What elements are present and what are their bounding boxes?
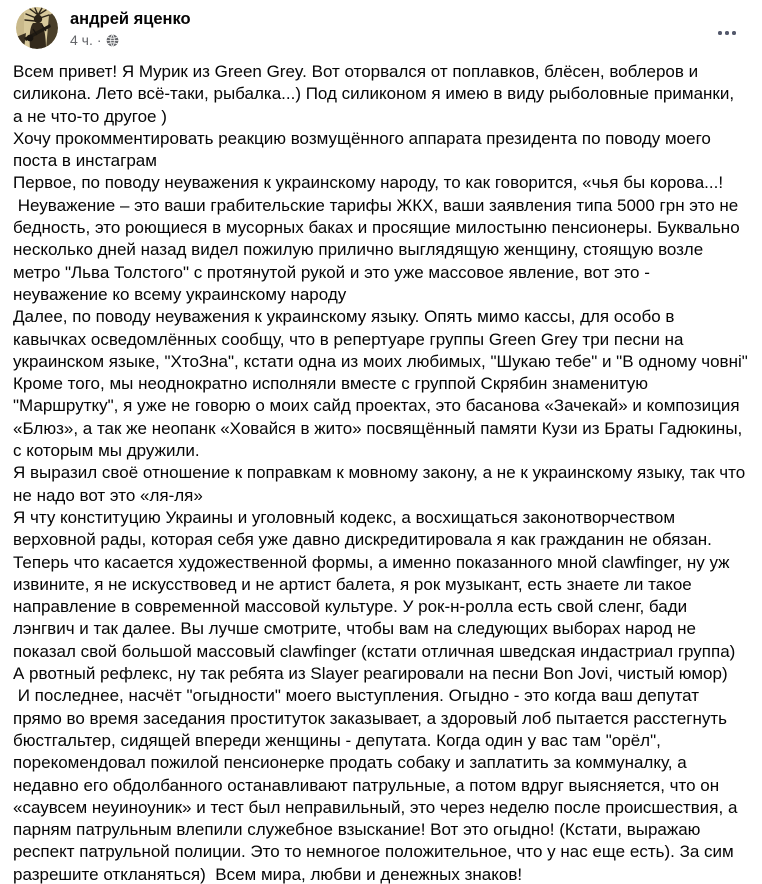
post-meta xyxy=(70,33,191,47)
post-header xyxy=(0,0,762,52)
post-paragraph: Кроме того, мы неоднократно исполняли вместе с группой Скрябин знаменитую "Маршрутку", я уже не говорю о моих сайд проектах, это басанова «Зачекай» и композиция «Блюз», а так же неопанк «Ховайся в жито» посвящённый памяти Кузи из Браты Гадюкины, с которым мы дружили. xyxy=(13,374,747,461)
post-body xyxy=(0,52,762,884)
post-paragraph: Первое, по поводу неуважения к украинскому народу, то как говорится, «чья бы корова...! xyxy=(13,173,724,193)
post-paragraph: Теперь что касается художественной формы, а именно показанного мной clawfinger, ну уж извините, я не искусствовед и не артист балета, я рок музыкант, есть знаете ли такое направление в современной массовой культуре. У рок-н-ролла есть свой сленг, бади лэнгвич и так далее. Вы лучше смотрите, чтобы вам на следующих выборах народ не показал свой большой массовый clawfinger (кстати отличная шведская индастриал группа) А рвотный рефлекс, ну так ребята из Slayer реагировали на песни Bon Jovi, чистый юмор) xyxy=(13,552,741,684)
meta-separator: · xyxy=(96,31,102,48)
avatar-photo-icon xyxy=(16,7,58,49)
post-paragraph: Я чту конституцию Украины и уголовный кодекс, а восхищаться законотворчеством верховной рады, которая себя уже давно дискредитировала я как гражданин не обязан. xyxy=(13,507,712,550)
avatar[interactable] xyxy=(16,7,58,49)
globe-icon xyxy=(106,34,119,47)
post-paragraph: И последнее, насчёт "огыдности" моего выступления. Огыдно - это когда ваш депутат прямо во время заседания проституток заказывает, а здоровый лоб пытается расстегнуть бюстгальтер, сидящей впереди женщины - депутата. Когда один у вас там "орёл", порекомендовал пожилой пенсионерке продать собаку и заплатить за коммуналку, а недавно его обдолбанного останавливают патрульные, а потом вдруг выясняется, что он «саувсем неуиноуник» и тест был неправильный, это через неделю после происшествия, а парням патрульным влепили служебное взыскание! Вот это огыдно! (Кстати, выражаю респект патрульной полиции. Это то немногое положительное, что у нас еще есть). За сим разрешите откланяться) Всем мира, любви и денежных знаков! xyxy=(13,686,743,884)
ellipsis-icon xyxy=(725,31,729,35)
post-paragraph: Неуважение – это ваши грабительские тарифы ЖКХ, ваши заявления типа 5000 грн это не бедность, это роющиеся в мусорных баках и просящие милостыню пенсионеры. Буквально несколько дней назад видел пожилую прилично выглядящую женщину, стоящую возле метро "Льва Толстого" с протянутой рукой и это уже массовое явление, вот это - неуважение ко всему украинскому народу xyxy=(13,195,745,304)
post-paragraph: Всем привет! Я Мурик из Green Grey. Вот оторвался от поплавков, блёсен, воблеров и силикона. Лето всё-таки, рыбалка...) Под силиконом я имею в виду рыболовные приманки, а не что-то другое ) xyxy=(13,62,739,126)
post-paragraph: Далее, по поводу неуважения к украинскому языку. Опять мимо кассы, для особо в кавычках осведомлённых сообщу, что в репертуаре группы Green Grey три песни на украинском языке, "ХтоЗна", кстати одна из моих любимых, "Шукаю тебе" и "В одному човні" xyxy=(13,307,748,371)
timestamp[interactable]: 4 ч. xyxy=(70,31,93,48)
header-info xyxy=(70,7,191,47)
author-name[interactable]: андрей яценко xyxy=(70,10,191,28)
ellipsis-icon xyxy=(732,31,736,35)
post-menu-button[interactable] xyxy=(712,22,742,44)
post-paragraph: Хочу прокомментировать реакцию возмущённого аппарата президента по поводу моего поста в инстаграм xyxy=(13,128,716,171)
post-paragraph: Я выразил своё отношение к поправкам к мовному закону, а не к украинскому языку, так что не надо вот это «ля-ля» xyxy=(13,463,750,505)
ellipsis-icon xyxy=(718,31,722,35)
